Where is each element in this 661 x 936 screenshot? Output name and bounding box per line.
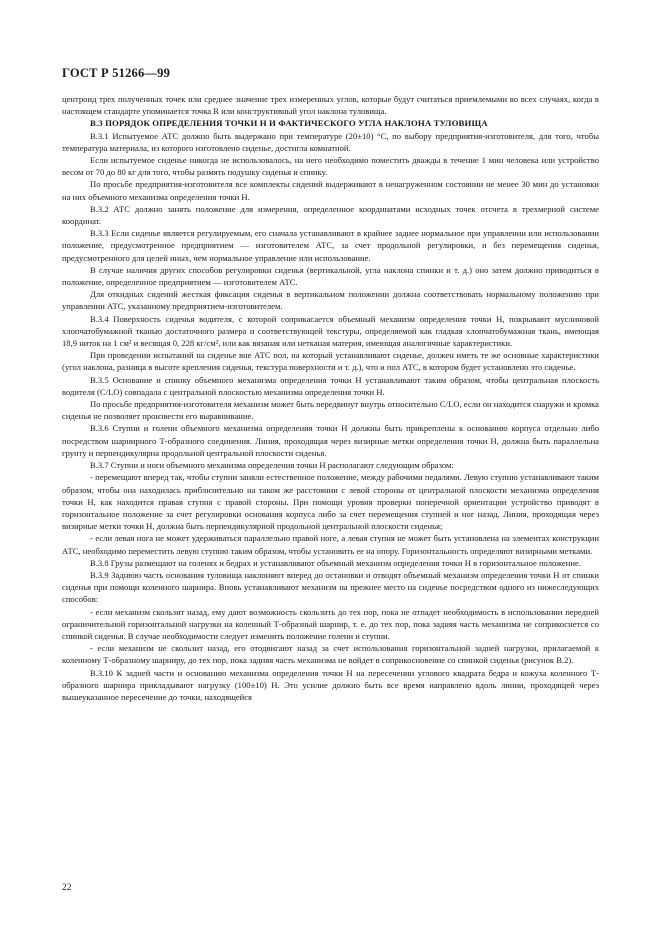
body-paragraph: В.3.4 Поверхность сиденья водителя, с которой соприкасается объемный механизм определения точки Н, покрывают муслиновой хлопчатобумажной тканью достаточного размера и соответствующей текстуры, определяемой как гладкая хлопчатобумажная ткань, имеющая 18,9 ниток на 1 см² и весящая 0, 228 кг/см², или как вязаная или нетканая материя, имеющая аналогичные характеристики. — [62, 313, 599, 349]
body-paragraph: Для откидных сидений жесткая фиксация сиденья в вертикальном положении должна соответствовать нормальному положению при управлении АТС, указанному предприятием-изготовителем. — [62, 289, 599, 312]
body-paragraph: В случае наличия других способов регулировки сиденья (вертикальной, угла наклона спинки и т. д.) оно затем должно приводиться в положение, определенное предприятием — изготовителем АТС. — [62, 264, 599, 288]
body-paragraph: В.3.9 Заднюю часть основания туловища наклоняют вперед до остановки и отводят объемный механизм определения точки H от спинки сиденья при помощи коленного шарнира. Вновь устанавливают механизм на прежнее место на сиденье посредством одного из нижеследующих способов: — [62, 569, 599, 605]
body-paragraph: - если левая нога не может удерживаться параллельно правой ноге, а левая ступня не может быть установлена на элементах конструкции АТС, необходимо переместить левую ступню таким образом, чтобы установить ее на опору. Горизонтальность определяют визирными метками. — [62, 533, 599, 556]
body-paragraph: При проведении испытаний на сиденье вне АТС пол, на который устанавливают сиденье, должен иметь те же основные характеристики (угол наклона, разница в высоте крепления сиденья, текстура поверхности и т. д.), что и пол АТС, в котором будет установлено это сиденье. — [62, 350, 599, 373]
body-paragraph: - если механизм скользит назад, ему дают возможность скользить до тех пор, пока не отпадет необходимость в использовании передней ограничительной горизонтальной нагрузки на коленный Т-образный шарнир, т. е. до тех пор, пока задняя часть механизма не соприкоснется со спинкой сиденья. В случае необходимости следует изменить положение голени и ступни. — [62, 606, 599, 641]
document-header: ГОСТ Р 51266—99 — [62, 66, 171, 80]
body-paragraph: В.3.1 Испытуемое АТС должно быть выдержано при температуре (20±10) °С, по выбору предприятия-изготовителя, для того, чтобы температура материала, из которого изготовлено сиденье, достигла комнатной. — [62, 130, 599, 153]
intro-paragraph: центроид трех полученных точек или среднее значение трех измеренных углов, которые будут считаться приемлемыми во всех случаях, когда в настоящем стандарте упоминается точка R или конструктивный угол наклона туловища. — [62, 94, 599, 117]
body-paragraph: - если механизм не скользит назад, его отодвигают назад за счет использования горизонтальной задней нагрузки, прилагаемой к коленному Т-образному шарниру, до тех пор, пока задняя часть механизма не войдет в соприкосновение со спинкой сиденья (рисунок В.2). — [62, 643, 599, 666]
document-body — [62, 93, 599, 703]
body-paragraph: В.3.8 Грузы размещают на голенях и бедрах и устанавливают объемный механизм определения точки H в горизонтальное положение. — [90, 557, 581, 568]
body-paragraph: По просьбе предприятия-изготовителя все комплекты сидений выдерживают в ненагруженном состоянии не менее 30 мин до установки на них объемного механизма определения точки H. — [62, 179, 599, 202]
body-paragraph: В.3.10 К задней части и основанию механизма определения точки H на пересечении углового квадрата бедра и кожуха коленного Т-образного шарнира прикладывают нагрузку (100±10) Н. Это усилие должно быть все время направлено вдоль линии, проходящей через вышеуказанное пересечение до точки, находящейся — [62, 667, 599, 702]
body-paragraph: В.3.3 Если сиденье является регулируемым, его сначала устанавливают в крайнее заднее нормальное при управлении или использовании положение, предусмотренное предприятием — изготовителем АТС, за счет продольной регулировки, и без перемещения сиденья, предусмотренного для целей иных, чем нормальное управление или использование. — [62, 228, 599, 263]
body-paragraph: В.3.5 Основание и спинку объемного механизма определения точки H устанавливают таким образом, чтобы центральная плоскость водителя (C/LO) совпадала с центральной плоскостью механизма определения точки H. — [62, 374, 599, 397]
body-paragraph: Если испытуемое сиденье никогда не использовалось, на него необходимо поместить дважды в течение 1 мин человека или устройство весом от 70 до 80 кг для того, чтобы размять подушку сиденья и спинку. — [62, 155, 599, 178]
body-paragraph: В.3.6 Ступни и голени объемного механизма определения точки H должны быть прикреплены к основанию корпуса отдельно либо посредством шарнирного Т-образного соединения. Линия, проходящая через визирные метки определения точки H, должна быть параллельна грунту и перпендикулярна продольной центральной плоскости сиденья. — [62, 423, 599, 458]
body-paragraph: В.3.7 Ступни и ноги объемного механизма определения точки H располагают следующим образом: — [90, 460, 454, 471]
body-paragraph: - перемещают вперед так, чтобы ступни заняли естественное положение, между рабочими педалями. Левую ступню устанавливают таким образом, чтобы она находилась приблизительно на таком же расстоянии с левой стороны от центральной плоскости механизма определения точки H, как находится правая ступня с правой стороны. При помощи уровня проверки поперечной ориентации устройство приводят в горизонтальное положение за счет регулировки основания корпуса либо за счет перемещения ступней и ног назад. Линия, проходящая через визирные метки точки H, должна быть перпендикулярной продольной центральной плоскости сиденья; — [62, 472, 599, 532]
section-heading: В.3 ПОРЯДОК ОПРЕДЕЛЕНИЯ ТОЧКИ H И ФАКТИЧЕСКОГО УГЛА НАКЛОНА ТУЛОВИЩА — [90, 118, 488, 129]
body-paragraph: В.3.2 АТС должно занять положение для измерения, определенное координатами исходных точек отсчета в трехмерной системе координат. — [62, 203, 599, 227]
body-paragraph: По просьбе предприятия-изготовителя механизм может быть передвинут внутрь относительно C/LO, если он находится снаружи и кромка сиденья не позволяет произвести его выравнивание. — [62, 399, 599, 422]
page-number: 22 — [62, 883, 72, 893]
paragraph-list — [62, 130, 599, 704]
